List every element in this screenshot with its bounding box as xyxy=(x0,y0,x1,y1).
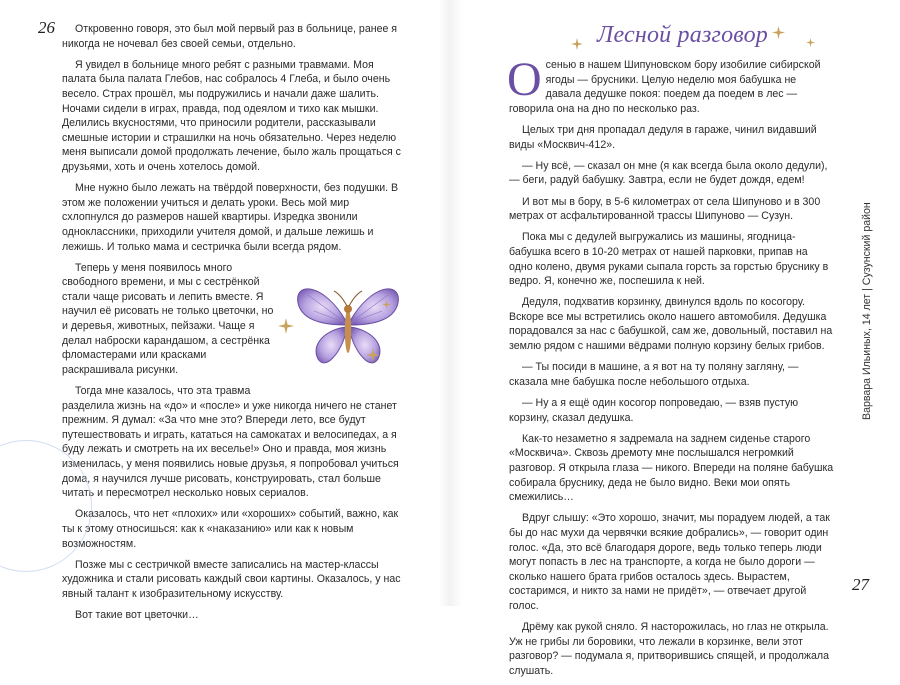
paragraph: Мне нужно было лежать на твёрдой поверхности, без подушки. В этом же положении учиться и делать уроки. Весь мой мир схлопнулся до размеров нашей квартиры. Изредка звонили одноклассники, приходили учителя домой, и дальше лежишь и лежишь. И только мама и сестричка были всегда рядом. xyxy=(62,182,399,253)
sparkle-star-icon xyxy=(278,318,294,334)
first-paragraph-text: сенью в нашем Шипуновском бору изобилие сибирской ягоды — брусники. Целую неделю моя бабушка не давала дедушке покоя: поедем да поедем в лес — говорила она на дно по несколько раз. xyxy=(509,59,821,115)
paragraph: Вот такие вот цветочки… xyxy=(75,609,199,622)
page-number-right: 27 xyxy=(852,575,869,594)
paragraph: Вдруг слышу: «Это хорошо, значит, мы порадуем людей, а так бы до нас мухи да червячки всякие добрались», — говорит один голос. «Да, это всё благодаря дороге, ведь только теперь люди могут попасть в лес на транспорте, а когда не было дороги — сколько нашего брата грибов осталось здесь. Вырастем, состаримся, и никто за нами не придёт», — отвечает другой голос. xyxy=(509,512,830,612)
paragraph: Целых три дня пропадал дедуля в гараже, чинил видавший виды «Москвич-412». xyxy=(509,123,817,151)
sparkle-star-icon xyxy=(571,38,583,50)
sparkle-star-icon xyxy=(382,300,391,309)
paragraph: Оказалось, что нет «плохих» или «хороших» событий, важно, как ты к этому относишься: как к «наказанию» или как к новым возможностям. xyxy=(62,508,399,550)
paragraph: Теперь у меня появилось много свободного времени, и мы с сестрёнкой стали чаще рисовать и лепить вместе. Я научил её рисовать не только цветочки, но и деревья, животных, пейзажи. Чаще я делал наброски карандашом, а сестрёнка фломастерами или красками раскрашивала рисунки. xyxy=(62,261,274,376)
paragraph: Дрёму как рукой сняло. Я насторожилась, но глаз не открыла. Уж не грибы ли боровики, что лежали в корзинке, вели этот разговор? — подумала я, притворившись спящей, и продолжала слушать. xyxy=(509,621,829,677)
sparkle-star-icon xyxy=(772,26,785,39)
paragraph: — Ну а я ещё один косогор попроведаю, — взяв пустую корзину, сказал дедушка. xyxy=(509,397,799,424)
book-gutter xyxy=(438,0,462,606)
paragraph: И вот мы в бору, в 5-6 километрах от села Шипуново и в 300 метрах от асфальтированной трассы Шипуново — Сузун. xyxy=(509,195,821,223)
right-text-column xyxy=(507,53,834,685)
paragraph: — Ты посиди в машине, а я вот на ту поляну загляну, — сказала мне бабушка после небольшого отдыха. xyxy=(509,361,799,388)
paragraph: Я увидел в больнице много ребят с разными травмами. Моя палата была палата Глебов, нас собралось 4 Глеба, и было очень весело. Страх прошёл, мы подружились и начали даже шалить. Ночами сидели в играх, правда, под одеялом и тихо как мышки. Делились вкусностями, что приносили родители, рассказывали смешные истории и страшилки на ночь обязательно. Через неделю меня выписали домой продолжать лечение, было жаль прощаться с друзьями, хоть и очень хотелось домой. xyxy=(62,58,401,173)
page-number-left: 26 xyxy=(38,18,55,37)
drop-cap: О xyxy=(507,53,542,106)
butterfly-illustration xyxy=(284,263,410,389)
paragraph: Дедуля, подхватив корзинку, двинулся вдоль по косогору. Вскоре все мы встретились около нашего автомобиля. Дедушка порадовался за нас с бабушкой, сам же, довольный, поставил на землю рядом с нашими вёдрами полную корзину белых грибов. xyxy=(509,296,833,353)
paragraph: Тогда мне казалось, что эта травма разделила жизнь на «до» и «после» и уже никогда ничего не станет прежним. Я думал: «За что мне это? Впереди лето, все будут путешествовать и играть, кататься на самокатах и велосипедах, а я буду лежать и смотреть на их веселье!» Оно и правда, моя жизнь изменилась, у меня появились новые друзья, я попробовал учиться дома, я научился лучше рисовать, конструировать, стал больше читать и пересмотрел несколько новых сериалов. xyxy=(62,385,399,500)
paragraph: — Ну всё, — сказал он мне (я как всегда была около дедули), — беги, радуй бабушку. Завтра, если не будет дождя, едем! xyxy=(509,159,828,187)
paragraph: Пока мы с дедулей выгружались из машины, ягодница-бабушка всего в 10-20 метрах от нашей парковки, припав на одно колено, двумя руками сыпала горсть за горстью бруснику в ведро. Я, конечно же, поспешила к ней. xyxy=(509,231,829,288)
paragraph: Откровенно говоря, это был мой первый раз в больнице, ранее я никогда не ночевал без своей семьи, отдельно. xyxy=(62,23,398,50)
paragraph: Позже мы с сестричкой вместе записались на мастер-классы художника и стали рисовать каждый свои картины. Оказалось, у нас явный талант к изобразительному искусству. xyxy=(62,558,401,600)
paragraph: Как-то незаметно я задремала на заднем сиденье старого «Москвича». Сквозь дремоту мне послышался негромкий разговор. Я открыла глаза — никого. Впереди на поляне бабушка собирала бруснику, деда не было видно. Веки мои опять смежились… xyxy=(509,432,834,504)
sparkle-star-icon xyxy=(366,348,380,362)
sparkle-star-icon xyxy=(806,38,815,47)
left-text-column xyxy=(62,22,404,629)
first-paragraph xyxy=(507,53,834,116)
author-caption-vertical xyxy=(861,130,881,420)
author-caption-text: Варвара Ильиных, 14 лет | Сузунский район xyxy=(861,202,873,420)
story-title: Лесной разговор xyxy=(597,22,768,48)
